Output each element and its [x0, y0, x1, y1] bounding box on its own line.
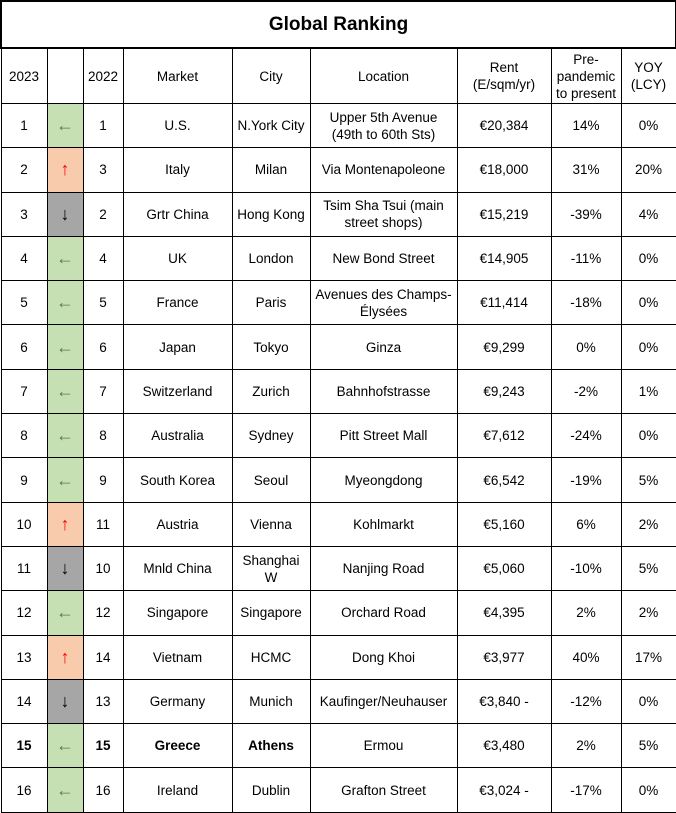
- cell-prepandemic: -39%: [551, 192, 621, 236]
- arrow-left-icon: ←: [56, 425, 74, 446]
- cell-rent: €14,905: [457, 236, 551, 280]
- cell-rank2022: 10: [83, 546, 123, 590]
- cell-rent: €9,299: [457, 325, 551, 369]
- cell-rank2023: 4: [1, 236, 47, 280]
- rank-change-cell: [47, 148, 83, 192]
- arrow-left-icon: ←: [56, 735, 74, 756]
- arrow-down-icon: ↓: [60, 203, 70, 224]
- rank-change-cell: [47, 679, 83, 723]
- cell-location: Nanjing Road: [310, 546, 457, 590]
- rank-change-cell: [47, 591, 83, 635]
- cell-city: Dublin: [232, 768, 310, 812]
- cell-yoy: 5%: [621, 724, 676, 768]
- cell-market: Italy: [123, 148, 232, 192]
- cell-market: Ireland: [123, 768, 232, 812]
- header-yoy: YOY (LCY): [621, 48, 676, 104]
- cell-city: Seoul: [232, 458, 310, 502]
- cell-location: Tsim Sha Tsui (main street shops): [310, 192, 457, 236]
- cell-rank2022: 6: [83, 325, 123, 369]
- cell-rank2023: 3: [1, 192, 47, 236]
- cell-market: Australia: [123, 414, 232, 458]
- cell-city: Vienna: [232, 502, 310, 546]
- cell-yoy: 5%: [621, 546, 676, 590]
- cell-rank2023: 14: [1, 679, 47, 723]
- cell-location: Bahnhofstrasse: [310, 369, 457, 413]
- header-market: Market: [123, 48, 232, 104]
- cell-rank2022: 4: [83, 236, 123, 280]
- cell-prepandemic: -18%: [551, 281, 621, 325]
- cell-rent: €9,243: [457, 369, 551, 413]
- cell-rank2023: 13: [1, 635, 47, 679]
- cell-location: Ginza: [310, 325, 457, 369]
- table-row: [1, 724, 676, 768]
- table-title: Global Ranking: [1, 1, 676, 48]
- table-row: [1, 369, 676, 413]
- cell-rank2023: 12: [1, 591, 47, 635]
- cell-location: Ermou: [310, 724, 457, 768]
- table-row: [1, 414, 676, 458]
- table-row: [1, 281, 676, 325]
- cell-market: Grtr China: [123, 192, 232, 236]
- cell-rent: €4,395: [457, 591, 551, 635]
- cell-rank2022: 15: [83, 724, 123, 768]
- cell-location: Upper 5th Avenue (49th to 60th Sts): [310, 104, 457, 148]
- cell-prepandemic: -19%: [551, 458, 621, 502]
- cell-yoy: 4%: [621, 192, 676, 236]
- table-body: [1, 104, 676, 813]
- rank-change-cell: [47, 768, 83, 812]
- cell-rank2022: 14: [83, 635, 123, 679]
- header-row: [1, 48, 676, 104]
- cell-rank2022: 12: [83, 591, 123, 635]
- cell-rent: €11,414: [457, 281, 551, 325]
- cell-yoy: 1%: [621, 369, 676, 413]
- cell-yoy: 2%: [621, 591, 676, 635]
- rank-change-cell: [47, 281, 83, 325]
- cell-market: Vietnam: [123, 635, 232, 679]
- cell-rent: €7,612: [457, 414, 551, 458]
- rank-change-cell: [47, 236, 83, 280]
- cell-yoy: 0%: [621, 281, 676, 325]
- cell-yoy: 0%: [621, 414, 676, 458]
- cell-rent: €5,160: [457, 502, 551, 546]
- cell-yoy: 0%: [621, 679, 676, 723]
- cell-location: Myeongdong: [310, 458, 457, 502]
- arrow-left-icon: ←: [56, 292, 74, 313]
- cell-rent: €6,542: [457, 458, 551, 502]
- cell-location: Via Montenapoleone: [310, 148, 457, 192]
- cell-rank2023: 2: [1, 148, 47, 192]
- rank-change-cell: [47, 192, 83, 236]
- arrow-up-icon: ↑: [60, 513, 70, 534]
- rank-change-cell: [47, 502, 83, 546]
- arrow-left-icon: ←: [56, 380, 74, 401]
- cell-location: Pitt Street Mall: [310, 414, 457, 458]
- cell-yoy: 20%: [621, 148, 676, 192]
- cell-prepandemic: -2%: [551, 369, 621, 413]
- cell-rank2023: 6: [1, 325, 47, 369]
- cell-rank2023: 11: [1, 546, 47, 590]
- rank-change-cell: [47, 369, 83, 413]
- cell-location: Dong Khoi: [310, 635, 457, 679]
- cell-yoy: 0%: [621, 236, 676, 280]
- cell-city: Singapore: [232, 591, 310, 635]
- header-city: City: [232, 48, 310, 104]
- header-change: [47, 48, 83, 104]
- cell-rent: €3,480: [457, 724, 551, 768]
- cell-market: France: [123, 281, 232, 325]
- cell-market: Japan: [123, 325, 232, 369]
- cell-rank2022: 1: [83, 104, 123, 148]
- table-row: [1, 148, 676, 192]
- arrow-left-icon: ←: [56, 779, 74, 800]
- cell-prepandemic: 31%: [551, 148, 621, 192]
- cell-rank2022: 8: [83, 414, 123, 458]
- cell-yoy: 0%: [621, 768, 676, 812]
- cell-rent: €5,060: [457, 546, 551, 590]
- rank-change-cell: [47, 724, 83, 768]
- header-2023: 2023: [1, 48, 47, 104]
- cell-prepandemic: 0%: [551, 325, 621, 369]
- rank-change-cell: [47, 635, 83, 679]
- cell-market: Austria: [123, 502, 232, 546]
- arrow-down-icon: ↓: [60, 558, 70, 579]
- arrow-up-icon: ↑: [60, 646, 70, 667]
- cell-rank2023: 1: [1, 104, 47, 148]
- cell-yoy: 0%: [621, 104, 676, 148]
- table-row: [1, 546, 676, 590]
- rank-change-cell: [47, 104, 83, 148]
- header-2022: 2022: [83, 48, 123, 104]
- cell-rent: €3,977: [457, 635, 551, 679]
- cell-market: Singapore: [123, 591, 232, 635]
- table-row: [1, 104, 676, 148]
- cell-prepandemic: -24%: [551, 414, 621, 458]
- cell-rank2023: 7: [1, 369, 47, 413]
- arrow-left-icon: ←: [56, 115, 74, 136]
- arrow-left-icon: ←: [56, 602, 74, 623]
- cell-market: UK: [123, 236, 232, 280]
- cell-city: HCMC: [232, 635, 310, 679]
- cell-city: Sydney: [232, 414, 310, 458]
- cell-rank2023: 10: [1, 502, 47, 546]
- cell-rank2023: 15: [1, 724, 47, 768]
- cell-rank2023: 5: [1, 281, 47, 325]
- cell-market: South Korea: [123, 458, 232, 502]
- cell-city: Hong Kong: [232, 192, 310, 236]
- rank-change-cell: [47, 325, 83, 369]
- table-row: [1, 458, 676, 502]
- table-row: [1, 679, 676, 723]
- header-location: Location: [310, 48, 457, 104]
- cell-city: Athens: [232, 724, 310, 768]
- table-row: [1, 192, 676, 236]
- cell-rent: €20,384: [457, 104, 551, 148]
- cell-rank2022: 2: [83, 192, 123, 236]
- cell-city: London: [232, 236, 310, 280]
- cell-location: Kohlmarkt: [310, 502, 457, 546]
- cell-market: Germany: [123, 679, 232, 723]
- cell-rank2023: 8: [1, 414, 47, 458]
- cell-rank2022: 3: [83, 148, 123, 192]
- cell-rank2022: 11: [83, 502, 123, 546]
- cell-prepandemic: -10%: [551, 546, 621, 590]
- cell-rank2022: 5: [83, 281, 123, 325]
- cell-rank2022: 7: [83, 369, 123, 413]
- cell-city: Shanghai W: [232, 546, 310, 590]
- cell-location: New Bond Street: [310, 236, 457, 280]
- cell-prepandemic: 2%: [551, 591, 621, 635]
- rank-change-cell: [47, 414, 83, 458]
- cell-rank2022: 16: [83, 768, 123, 812]
- cell-rent: €18,000: [457, 148, 551, 192]
- cell-city: Zurich: [232, 369, 310, 413]
- table-row: [1, 502, 676, 546]
- cell-rent: €3,840 -: [457, 679, 551, 723]
- table-row: [1, 768, 676, 812]
- arrow-up-icon: ↑: [60, 159, 70, 180]
- cell-rank2022: 9: [83, 458, 123, 502]
- table-row: [1, 325, 676, 369]
- cell-prepandemic: 6%: [551, 502, 621, 546]
- cell-market: Switzerland: [123, 369, 232, 413]
- table-row: [1, 236, 676, 280]
- cell-prepandemic: -11%: [551, 236, 621, 280]
- rank-change-cell: [47, 458, 83, 502]
- cell-rent: €3,024 -: [457, 768, 551, 812]
- rank-change-cell: [47, 546, 83, 590]
- cell-market: Greece: [123, 724, 232, 768]
- cell-market: U.S.: [123, 104, 232, 148]
- cell-location: Grafton Street: [310, 768, 457, 812]
- cell-city: Paris: [232, 281, 310, 325]
- cell-market: Mnld China: [123, 546, 232, 590]
- cell-yoy: 2%: [621, 502, 676, 546]
- cell-location: Avenues des Champs-Élysées: [310, 281, 457, 325]
- cell-prepandemic: -17%: [551, 768, 621, 812]
- arrow-left-icon: ←: [56, 248, 74, 269]
- table-row: [1, 635, 676, 679]
- cell-rank2022: 13: [83, 679, 123, 723]
- cell-yoy: 0%: [621, 325, 676, 369]
- cell-prepandemic: 2%: [551, 724, 621, 768]
- cell-location: Kaufinger/Neuhauser: [310, 679, 457, 723]
- cell-rent: €15,219: [457, 192, 551, 236]
- cell-city: N.York City: [232, 104, 310, 148]
- cell-yoy: 5%: [621, 458, 676, 502]
- cell-prepandemic: 40%: [551, 635, 621, 679]
- cell-rank2023: 16: [1, 768, 47, 812]
- arrow-left-icon: ←: [56, 336, 74, 357]
- arrow-down-icon: ↓: [60, 691, 70, 711]
- header-rent: Rent (E/sqm/yr): [457, 48, 551, 104]
- cell-rank2023: 9: [1, 458, 47, 502]
- cell-prepandemic: 14%: [551, 104, 621, 148]
- cell-yoy: 17%: [621, 635, 676, 679]
- cell-city: Milan: [232, 148, 310, 192]
- arrow-left-icon: ←: [56, 469, 74, 490]
- cell-city: Munich: [232, 679, 310, 723]
- cell-city: Tokyo: [232, 325, 310, 369]
- cell-location: Orchard Road: [310, 591, 457, 635]
- table-row: [1, 591, 676, 635]
- cell-prepandemic: -12%: [551, 679, 621, 723]
- header-prepandemic: Pre-pandemic to present: [551, 48, 621, 104]
